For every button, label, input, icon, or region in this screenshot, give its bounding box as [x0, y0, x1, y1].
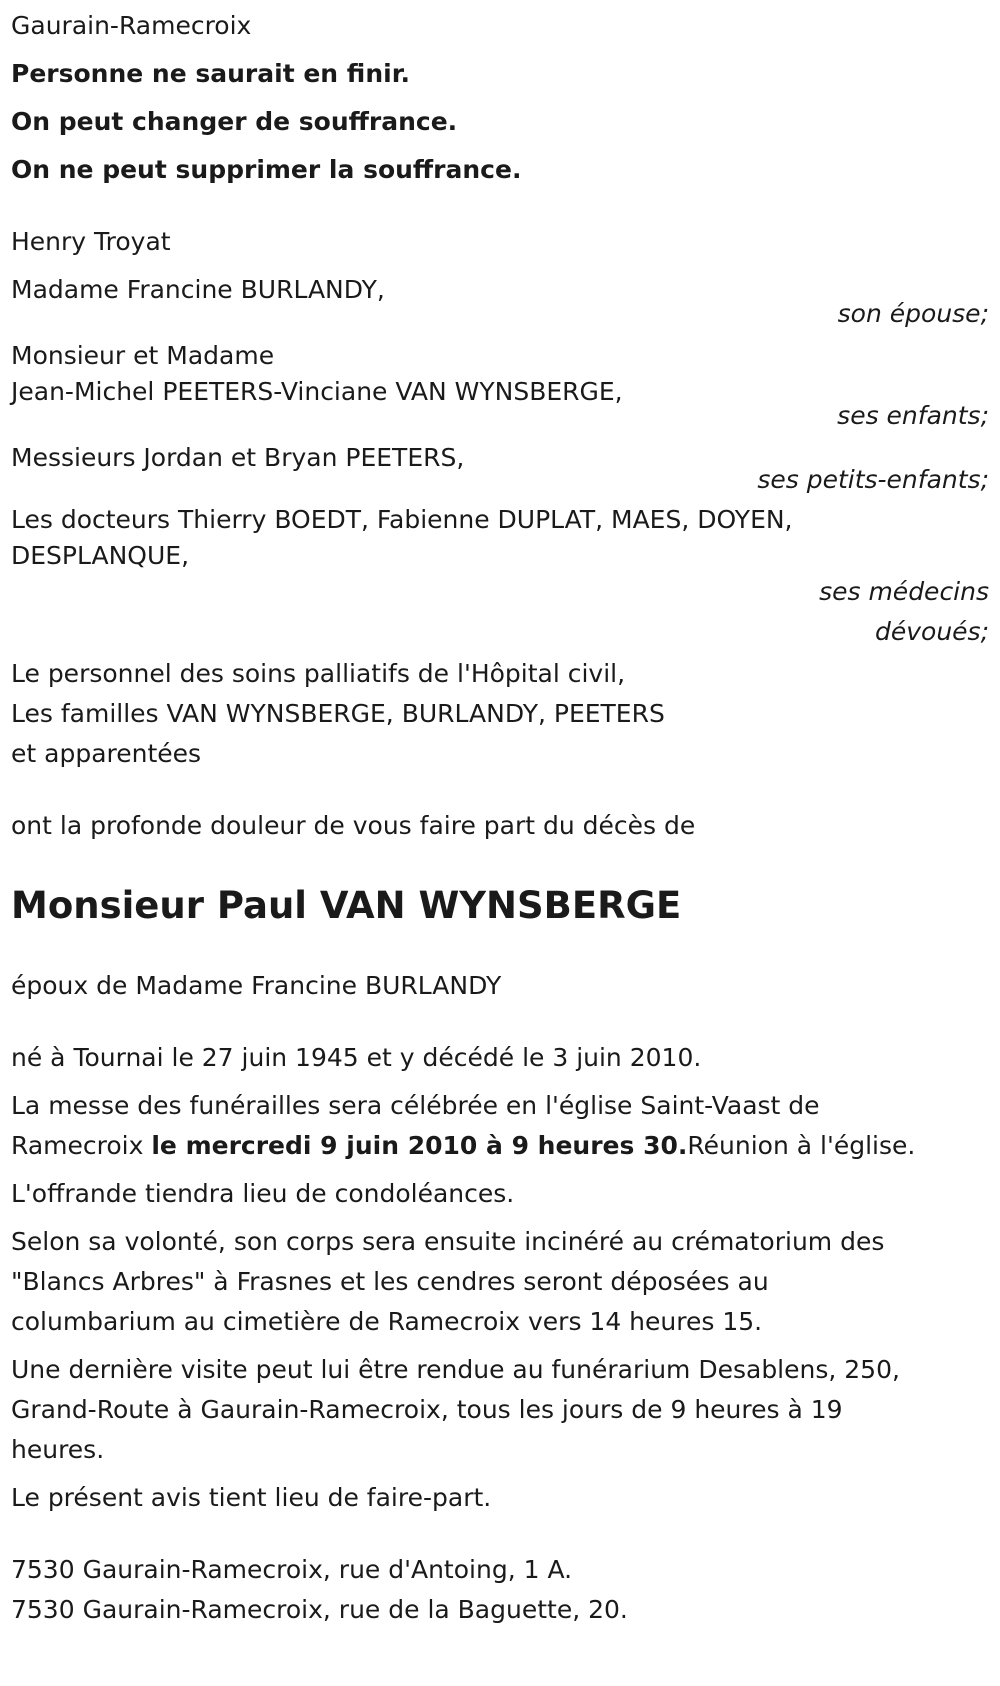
- other-mourner-line: Le personnel des soins palliatifs de l'Hôpital civil,: [11, 659, 626, 688]
- visit-paragraph: [11, 1350, 991, 1470]
- funeral-location: Ramecroix: [11, 1131, 152, 1160]
- mourner-name: Jean-Michel PEETERS-Vinciane VAN WYNSBERGE,: [11, 377, 623, 406]
- deceased-name: Monsieur Paul VAN WYNSBERGE: [11, 884, 682, 927]
- funeral-meeting: Réunion à l'église.: [687, 1131, 916, 1160]
- address-line: 7530 Gaurain-Ramecroix, rue d'Antoing, 1 A.: [11, 1555, 573, 1584]
- mourner-name: Les docteurs Thierry BOEDT, Fabienne DUPLAT, MAES, DOYEN,: [11, 505, 793, 534]
- quote-author: Henry Troyat: [11, 227, 171, 256]
- mourner-name: DESPLANQUE,: [11, 541, 190, 570]
- mourner-name: Messieurs Jordan et Bryan PEETERS,: [11, 443, 465, 472]
- mourner-relation: son épouse;: [837, 299, 989, 328]
- funeral-line: [11, 1126, 991, 1166]
- quote-block: [11, 54, 991, 190]
- funeral-paragraph: [11, 1086, 991, 1166]
- mourner-entry: [11, 270, 991, 334]
- header-place: Gaurain-Ramecroix: [11, 11, 252, 40]
- notice: Le présent avis tient lieu de faire-part.: [11, 1483, 492, 1512]
- mourner-relation: dévoués;: [874, 617, 989, 646]
- birth-death: né à Tournai le 27 juin 1945 et y décédé le 3 juin 2010.: [11, 1043, 702, 1072]
- mourner-relation: ses petits-enfants;: [757, 465, 989, 494]
- quote-line: On peut changer de souffrance.: [11, 107, 458, 136]
- mourner-entry: [11, 336, 991, 436]
- cremation-line: columbarium au cimetière de Ramecroix vers 14 heures 15.: [11, 1307, 763, 1336]
- visit-line: heures.: [11, 1435, 105, 1464]
- mourner-entry: [11, 438, 991, 500]
- visit-line: Une dernière visite peut lui être rendue au funérarium Desablens, 250,: [11, 1355, 900, 1384]
- mourner-name: Monsieur et Madame: [11, 341, 275, 370]
- spouse-line: époux de Madame Francine BURLANDY: [11, 971, 502, 1000]
- mourner-relation: ses enfants;: [837, 401, 989, 430]
- mourner-name: Madame Francine BURLANDY,: [11, 275, 385, 304]
- obituary-document: [11, 6, 991, 1630]
- other-mourner-line: et apparentées: [11, 739, 202, 768]
- addresses: [11, 1550, 991, 1630]
- funeral-date: le mercredi 9 juin 2010 à 9 heures 30.: [151, 1131, 688, 1160]
- mourner-entry: [11, 500, 991, 652]
- other-mourner-line: Les familles VAN WYNSBERGE, BURLANDY, PEETERS: [11, 699, 665, 728]
- cremation-line: Selon sa volonté, son corps sera ensuite incinéré au crématorium des: [11, 1227, 885, 1256]
- cremation-line: "Blancs Arbres" à Frasnes et les cendres seront déposées au: [11, 1267, 769, 1296]
- visit-line: Grand-Route à Gaurain-Ramecroix, tous les jours de 9 heures à 19: [11, 1395, 843, 1424]
- offering: L'offrande tiendra lieu de condoléances.: [11, 1179, 515, 1208]
- address-line: 7530 Gaurain-Ramecroix, rue de la Baguette, 20.: [11, 1595, 628, 1624]
- quote-line: On ne peut supprimer la souffrance.: [11, 155, 522, 184]
- announcement: ont la profonde douleur de vous faire part du décès de: [11, 811, 696, 840]
- funeral-line: La messe des funérailles sera célébrée en l'église Saint-Vaast de: [11, 1091, 820, 1120]
- quote-line: Personne ne saurait en finir.: [11, 59, 410, 88]
- mourner-relation: ses médecins: [819, 577, 989, 606]
- other-mourners: [11, 654, 991, 774]
- cremation-paragraph: [11, 1222, 991, 1342]
